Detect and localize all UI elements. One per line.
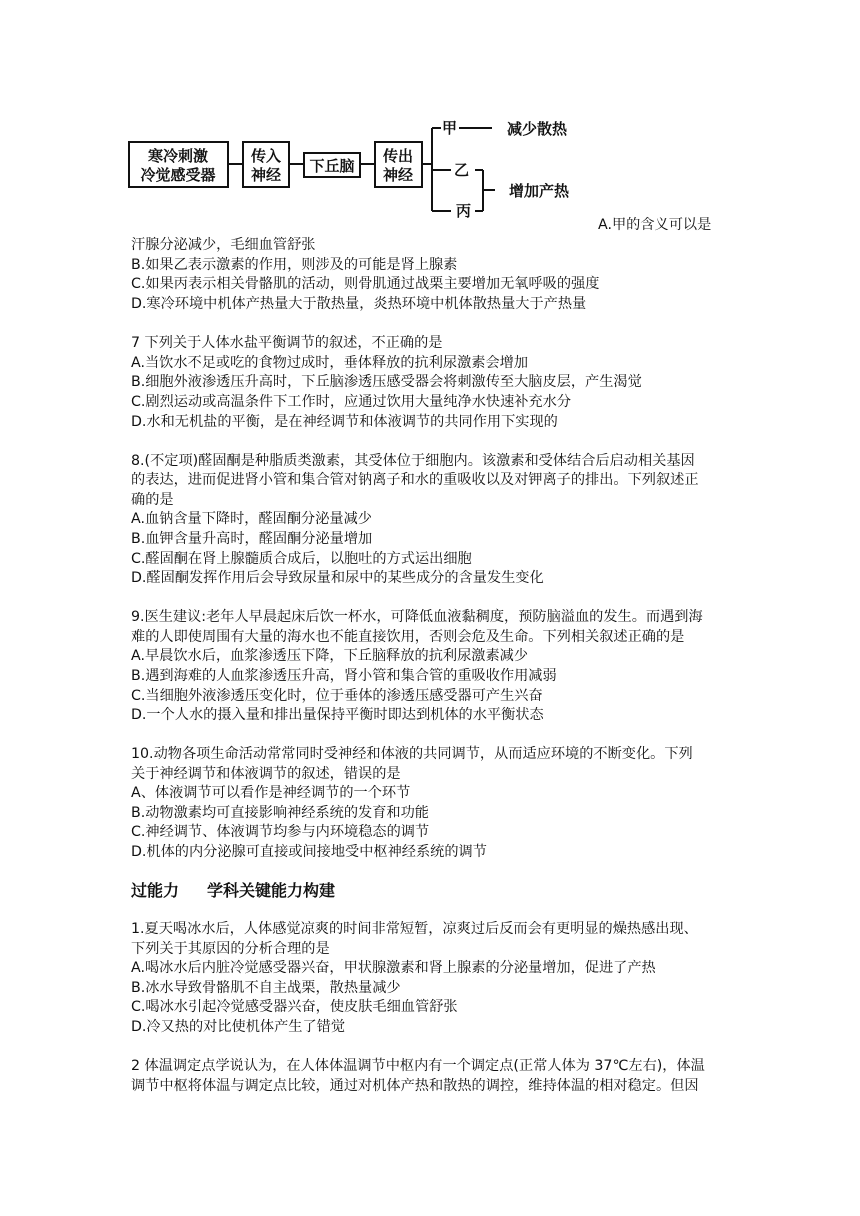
section-heading: [131, 878, 363, 901]
thermoregulation-diagram: [125, 112, 595, 222]
branch-bing: 丙: [456, 202, 472, 220]
text-line: A.血钠含量下降时，醛固酮分泌量减少: [131, 511, 372, 527]
box3-text: 下丘脑: [309, 157, 355, 175]
box1-line2: 冷觉感受器: [140, 166, 216, 184]
text-line: B.动物激素均可直接影响神经系统的发育和功能: [131, 805, 429, 821]
text-line: D.醛固酮发挥作用后会导致尿量和尿中的某些成分的含量发生变化: [131, 570, 544, 586]
box1-line1: 寒冷刺激: [147, 147, 209, 165]
text-line: B.细胞外液渗透压升高时，下丘脑渗透压感受器会将刺激传至大脑皮层，产生渴觉: [131, 374, 642, 390]
text-line: B.冰水导致骨骼肌不自主战栗，散热量减少: [131, 980, 401, 996]
box2-line2: 神经: [250, 166, 282, 184]
text-line: A、体液调节可以看作是神经调节的一个环节: [131, 785, 411, 801]
text-line: 确的是: [131, 492, 174, 508]
question-8: 8.(不定项)醛固酮是种脂质类激素，其受体位于细胞内。该激素和受体结合后启动相关基因: [131, 453, 695, 469]
section-heading-left: 过能力: [131, 881, 180, 900]
text-line: D.一个人水的摄入量和排出量保持平衡时即达到机体的水平衡状态: [131, 707, 544, 723]
text-line: A.早晨饮水后，血浆渗透压下降，下丘脑释放的抗利尿激素减少: [131, 648, 529, 664]
ability-question-1: 1.夏天喝冰水后，人体感觉凉爽的时间非常短暂，凉爽过后反而会有更明显的燥热感出现、: [131, 921, 698, 937]
text-line: 调节中枢将体温与调定点比较，通过对机体产热和散热的调控，维持体温的相对稳定。但因: [131, 1078, 699, 1094]
text-line: C.醛固酮在肾上腺髓质合成后，以胞吐的方式运出细胞: [131, 551, 472, 567]
section-heading-right: 学科关键能力构建: [207, 881, 336, 900]
text-line: B.遇到海难的人血浆渗透压升高，肾小管和集合管的重吸收作用减弱: [131, 668, 557, 684]
question-9: 9.医生建议:老年人早晨起床后饮一杯水，可降低血液黏稠度，预防脑溢血的发生。而遇到海: [131, 609, 703, 625]
text-line: D.水和无机盐的平衡，是在神经调节和体液调节的共同作用下实现的: [131, 414, 558, 430]
option-a-start: A.甲的含义可以是: [598, 217, 712, 233]
text-line: C.神经调节、体液调节均参与内环境稳态的调节: [131, 824, 430, 840]
text-line: B.如果乙表示激素的作用，则涉及的可能是肾上腺素: [131, 257, 458, 273]
result-increase-heat-production: 增加产热: [509, 182, 570, 200]
text-line: 关于神经调节和体液调节的叙述，错误的是: [131, 766, 401, 782]
text-line: D.冷又热的对比使机体产生了错觉: [131, 1019, 346, 1035]
text-line: 的表达，进而促进肾小管和集合管对钠离子和水的重吸收以及对钾离子的排出。下列叙述正: [131, 472, 699, 488]
text-line: 汗腺分泌减少，毛细血管舒张: [131, 237, 316, 253]
text-line: A.喝冰水后内脏冷觉感受器兴奋，甲状腺激素和肾上腺素的分泌量增加，促进了产热: [131, 960, 656, 976]
text-line: C.喝冰水引起冷觉感受器兴奋，使皮肤毛细血管舒张: [131, 999, 458, 1015]
branch-yi: 乙: [454, 161, 470, 179]
text-line: 难的人即使周围有大量的海水也不能直接饮用，否则会危及生命。下列相关叙述正确的是: [131, 629, 685, 645]
text-line: D.寒冷环境中机体产热量大于散热量，炎热环境中机体散热量大于产热量: [131, 296, 587, 312]
result-reduce-heat-loss: 减少散热: [507, 120, 568, 138]
box2-line1: 传入: [250, 147, 282, 165]
box4-line1: 传出: [382, 147, 414, 165]
text-line: C.当细胞外液渗透压变化时，位于垂体的渗透压感受器可产生兴奋: [131, 688, 543, 704]
branch-jia: 甲: [442, 119, 458, 137]
question-7: 7 下列关于人体水盐平衡调节的叙述，不正确的是: [131, 335, 443, 351]
ability-question-2: 2 体温调定点学说认为，在人体体温调节中枢内有一个调定点(正常人体为 37℃左右)，体温: [131, 1058, 705, 1074]
text-line: B.血钾含量升高时，醛固酮分泌量增加: [131, 531, 373, 547]
text-line: 下列关于其原因的分析合理的是: [131, 941, 330, 957]
question-10: 10.动物各项生命活动常常同时受神经和体液的共同调节，从而适应环境的不断变化。下列: [131, 746, 693, 762]
box4-line2: 神经: [382, 166, 414, 184]
text-line: C.如果丙表示相关骨骼肌的活动，则骨肌通过战栗主要增加无氧呼吸的强度: [131, 276, 600, 292]
text-line: D.机体的内分泌腺可直接或间接地受中枢神经系统的调节: [131, 844, 487, 860]
text-line: C.剧烈运动或高温条件下工作时，应通过饮用大量纯净水快速补充水分: [131, 394, 572, 410]
text-line: A.当饮水不足或吃的食物过成时，垂体释放的抗利尿激素会增加: [131, 355, 529, 371]
